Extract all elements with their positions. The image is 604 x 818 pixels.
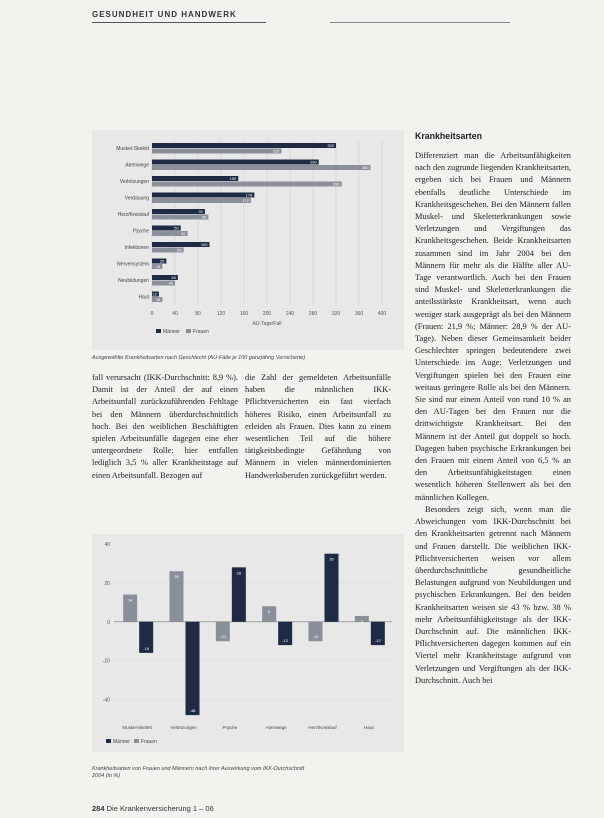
legend-label: Männer xyxy=(113,739,130,745)
bar-value-label: 98 xyxy=(201,214,207,220)
bar-value-label: -12 xyxy=(374,638,381,644)
bar xyxy=(186,622,200,715)
y-tick-label: 0 xyxy=(107,619,110,626)
bar-value-label: -16 xyxy=(143,645,150,651)
text-column-middle: die Zahl der gemeldeten Arbeitsunfälle haben die männlichen IKK-Pflichtversicherten ein fast vierfach höheres Risiko, einen Arbeitsunfall zu erleiden als Frauen. Dies kann zu einem wesentlichen Teil auf die höhere tätigkeitsbedingte Gefährdung von Männern in vielen männerdominierten Handwerksberufen zurückgeführt werden. xyxy=(245,373,391,480)
bar-value-label: 55 xyxy=(177,247,182,253)
category-label: Infektionen xyxy=(124,245,149,251)
horizontal-bar-chart xyxy=(92,130,404,350)
issue-number: 1 – 06 xyxy=(192,804,214,813)
legend-label: Frauen xyxy=(141,739,157,745)
x-tick-label: 320 xyxy=(331,311,341,317)
x-tick-label: 400 xyxy=(377,311,387,317)
vertical-bar-chart xyxy=(92,534,404,752)
y-tick-label: -20 xyxy=(102,658,110,665)
category-label: Psyche xyxy=(132,228,149,235)
bar-value-label: 150 xyxy=(229,176,237,181)
bar-value-label: 40 xyxy=(168,280,173,286)
header-rule-right xyxy=(330,22,510,23)
x-tick-label: 80 xyxy=(195,311,201,317)
bar-value-label: 330 xyxy=(333,181,340,187)
category-label: Haut xyxy=(138,294,149,301)
legend-swatch xyxy=(106,739,111,743)
chart2-svg xyxy=(92,534,404,752)
bar-value-label: 100 xyxy=(200,242,208,247)
bar xyxy=(232,567,246,621)
bar xyxy=(325,554,339,622)
bar-value-label: 12 xyxy=(152,291,157,297)
chart1-caption: Ausgewählte Krankheitsarten nach Geschlecht (AU-Fälle je 100 ganzjährig Versicherte) xyxy=(92,355,306,361)
bar xyxy=(152,165,371,170)
category-label: Nervensystem xyxy=(117,261,149,268)
bar xyxy=(152,149,281,154)
category-label: Atemwege xyxy=(125,162,149,169)
bar-value-label: 62 xyxy=(181,231,186,236)
legend-swatch xyxy=(134,739,139,743)
bar-value-label: 18 xyxy=(155,297,161,302)
page-number: 284 xyxy=(92,804,105,813)
bar xyxy=(152,182,342,187)
bar-value-label: 25 xyxy=(159,258,165,264)
bar-value-label: 26 xyxy=(174,574,179,580)
bar xyxy=(152,193,254,198)
bar-value-label: 18 xyxy=(155,264,161,269)
category-label: Verletzungen xyxy=(170,725,197,730)
category-label: Atemwege xyxy=(265,725,287,730)
x-tick-label: 120 xyxy=(216,311,226,317)
category-label: Verdauung xyxy=(124,195,149,202)
x-tick-label: 160 xyxy=(239,311,249,317)
bar-value-label: -48 xyxy=(189,708,196,714)
category-label: Herz/Kreislauf xyxy=(117,212,149,218)
bar xyxy=(152,143,336,148)
category-label: Herz/Kreislauf xyxy=(308,725,337,730)
bar-value-label: 380 xyxy=(361,165,369,170)
bar-value-label: 225 xyxy=(272,148,280,154)
bar-value-label: 320 xyxy=(327,143,334,148)
chart1-svg xyxy=(92,130,404,350)
bar xyxy=(152,160,319,165)
category-label: Muskel-Skelett xyxy=(122,725,152,730)
category-label: Verletzungen xyxy=(119,179,149,185)
bar-value-label: 3 xyxy=(360,618,363,624)
category-label: Muskel-Skelett xyxy=(116,146,149,152)
legend-label: Männer xyxy=(163,329,180,335)
bar-value-label: 92 xyxy=(198,209,203,214)
bar-value-label: 14 xyxy=(127,597,133,603)
x-axis-label: AU-Tage/Fall xyxy=(252,321,282,327)
bar-value-label: 178 xyxy=(245,192,253,198)
chart2-caption: Krankheitsarten von Frauen und Männern nach ihrer Auswirkung vom IKK-Durchschnitt 2004 (in %) xyxy=(92,766,305,780)
category-label: Psyche xyxy=(222,725,238,730)
section-title: Krankheitsarten xyxy=(415,131,482,141)
y-tick-label: 20 xyxy=(104,580,110,587)
category-label: Haut xyxy=(364,725,374,730)
y-tick-label: -40 xyxy=(102,697,110,704)
running-header: GESUNDHEIT UND HANDWERK xyxy=(92,10,237,19)
bar xyxy=(152,198,251,203)
bar-value-label: -10 xyxy=(312,634,319,640)
legend-swatch xyxy=(156,329,161,333)
bar-value-label: 8 xyxy=(268,609,271,615)
bar-value-label: 28 xyxy=(236,570,242,576)
x-tick-label: 40 xyxy=(172,311,178,317)
x-tick-label: 240 xyxy=(285,311,295,317)
bar xyxy=(152,215,208,220)
bar-value-label: 172 xyxy=(242,198,249,203)
bar-value-label: 35 xyxy=(329,556,334,562)
bar-value-label: 45 xyxy=(171,275,176,280)
text-column-left: fall verursacht (IKK-Durchschnitt: 8,9 %). Damit ist der Anteil der auf einen Arbeitsunfall zurückzuführenden Fehltage bei den Männern überdurchschnittlich hoch. Bei den weiblichen Beschäftigten spielen Arbeitsunfälle dagegen eine eher untergeordnete Rolle: hier entfallen lediglich 3,5 % aller Krankheitstage auf einen Arbeitsunfall. Bezogen auf xyxy=(92,373,238,480)
bar-value-label: 290 xyxy=(310,159,317,165)
legend-swatch xyxy=(186,329,191,333)
y-tick-label: 40 xyxy=(104,542,110,548)
bar xyxy=(152,176,238,181)
journal-name: Die Krankenversicherung xyxy=(106,804,191,813)
paragraph: Differenziert man die Arbeitsunfähigkeiten nach den zugrunde liegenden Krankheitsarten, ergeben sich bei Frauen und Männern ebenfalls deutliche Unterschiede im Krankheitsgeschehen. Bei den Männern fallen Muskel- und Skeletterkrankungen sowie Verletzungen und Vergiftungen das Krankheitsgeschehen. Beide Krankheitsarten zusammen sind im Jahr 2004 bei den Männern für mehr als die Hälfte aller AU-Tage verantwortlich. Auch bei den Frauen sind Muskel- und Skeletterkrankungen die anteilsstärkste Krankheitsart, wenn auch weniger stark ausgeprägt als bei den Männern (Frauen: 21,9 %; Männer: 28,9 % der AU-Tage). Neben dieser Gemeinsamkeit beider Geschlechter springen bedeutendere zwei Unterschiede ins Auge: Verletzungen und Vergiftungen spielen bei den Frauen eine weitaus geringere Rolle als bei den Männern. Sie sind nur einem Anteil von rund 10 % an den AU-Tagen bei den Frauen nur die drittwichtigste Krankheitsart. Bei den Männern ist der Anteil gut doppelt so hoch. Dagegen haben psychische Erkrankungen bei den Frauen mit einem Anteil von 6,5 % an den Arbeitsunfähigkeitstagen einen wesentlich höheren Stellenwert als bei den männlichen Kollegen. xyxy=(415,151,571,502)
bar-value-label: -10 xyxy=(219,634,226,640)
text-column-right xyxy=(415,150,571,687)
bar xyxy=(152,209,205,214)
x-tick-label: 280 xyxy=(308,311,318,317)
x-tick-label: 0 xyxy=(150,311,154,317)
category-label: Neubildungen xyxy=(118,278,149,284)
x-tick-label: 200 xyxy=(262,311,272,317)
bar-value-label: -12 xyxy=(282,638,289,644)
paragraph: Besonders zeigt sich, wenn man die Abweichungen vom IKK-Durchschnitt bei den Krankheitsarten getrennt nach Männern und Frauen darstellt. Die weiblichen IKK-Pflichtversicherten weisen vor allem überdurchschnittliche gesundheitliche Belastungen aufgrund von Neubildungen und psychischen Erkrankungen. Bei den beiden Krankheitsarten weisen sie 43 % bzw. 38 % mehr Arbeitsunfähigkeitstage als der IKK-Durchschnitt auf. Die männlichen IKK-Pflichtversicherten dagegen kommen auf ein Viertel mehr Krankheitstage aufgrund von Verletzungen und Vergiftungen als der IKK-Durchschnitt. Auch bei xyxy=(415,504,571,685)
bar-value-label: 50 xyxy=(174,225,179,231)
header-rule xyxy=(92,22,266,23)
page-footer xyxy=(92,804,214,813)
x-tick-label: 360 xyxy=(354,311,364,317)
legend-label: Frauen xyxy=(193,329,209,335)
